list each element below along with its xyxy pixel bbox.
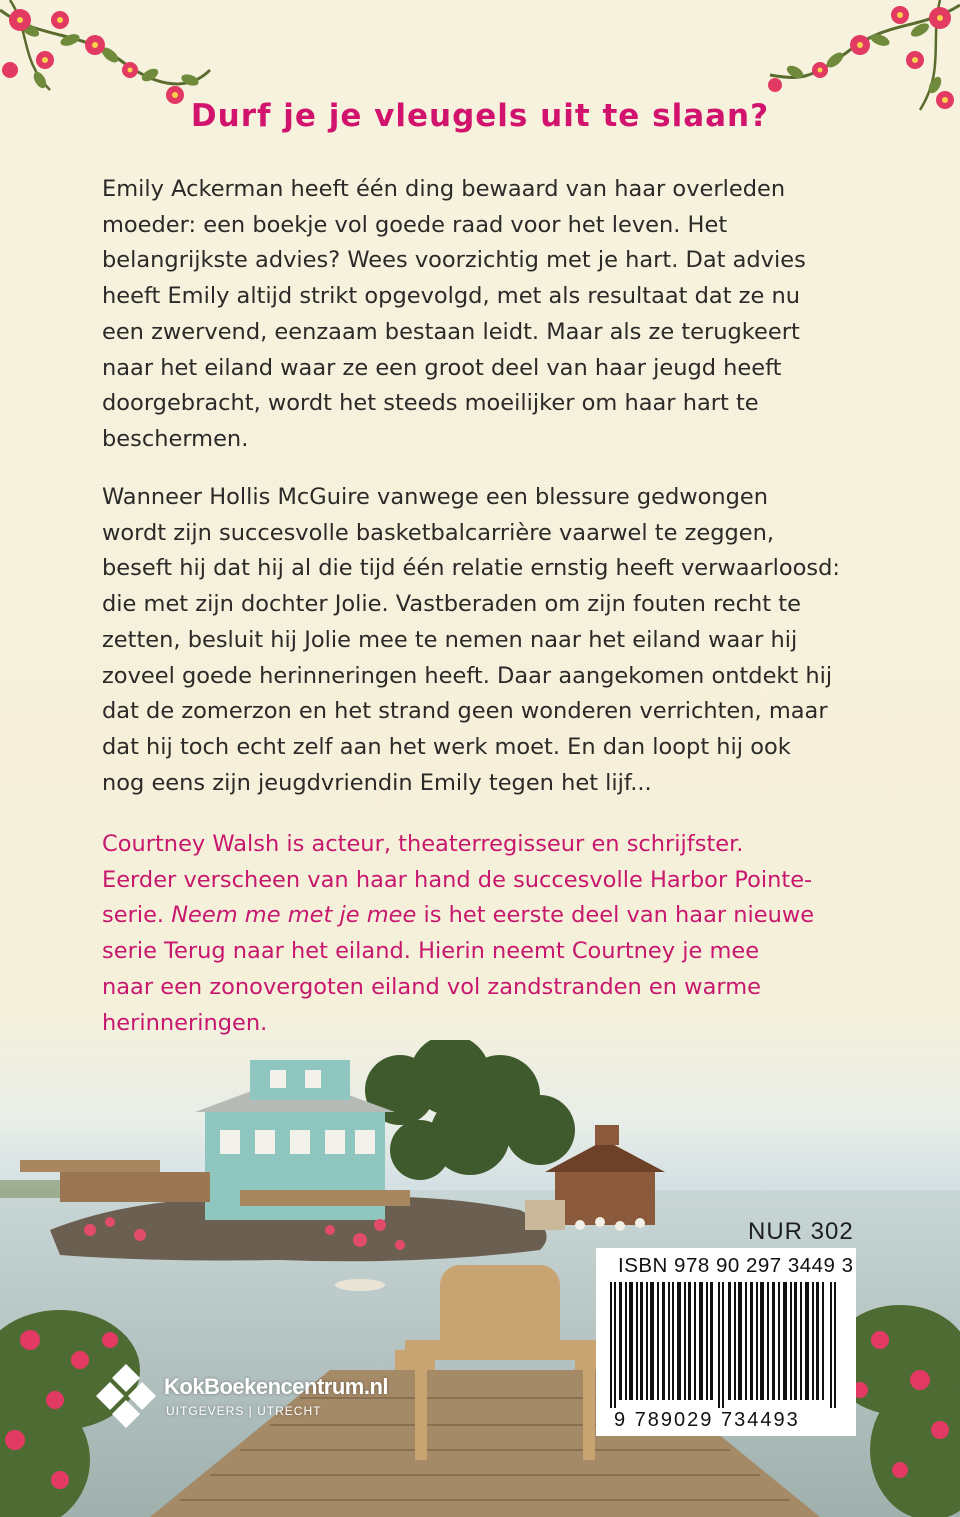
text-line: zoveel goede herinneringen heeft. Daar aangekomen ontdekt hij <box>102 662 833 689</box>
barcode-icon <box>608 1282 840 1408</box>
barcode-label <box>596 1248 856 1436</box>
text-fragment: is het eerste deel van haar nieuwe <box>416 902 815 929</box>
text-line: serie Terug naar het eiland. Hierin neemt Courtney je mee <box>102 938 760 965</box>
text-line: belangrijkste advies? Wees voorzichtig met je hart. Dat advies <box>102 247 806 274</box>
book-title: Neem me met je mee <box>171 902 417 929</box>
blurb-paragraph-2 <box>102 480 862 801</box>
blurb-paragraph-1 <box>102 172 862 458</box>
publisher-name: KokBoekencentrum.nl <box>164 1374 388 1399</box>
text-line: dat hij toch echt zelf aan het werk moet. En dan loopt hij ook <box>102 733 791 760</box>
text-line: dat de zomerzon en het strand geen wonderen verrichten, maar <box>102 698 828 725</box>
publisher-mark-icon <box>96 1360 156 1440</box>
text-line: Wanneer Hollis McGuire vanwege een blessure gedwongen <box>102 484 769 510</box>
text-line: doorgebracht, wordt het steeds moeilijker om haar hart te <box>102 390 759 417</box>
text-line: die met zijn dochter Jolie. Vastberaden om zijn fouten recht te <box>102 591 801 618</box>
text-line: heeft Emily altijd strikt opgevolgd, met als resultaat dat ze nu <box>102 283 800 310</box>
author-bio <box>102 827 862 1041</box>
text-line: naar een zonovergoten eiland vol zandstranden en warme <box>102 973 761 1000</box>
text-line: wordt zijn succesvolle basketbalcarrière vaarwel te zeggen, <box>102 519 775 546</box>
text-line: Emily Ackerman heeft één ding bewaard van haar overleden <box>102 176 786 202</box>
publisher-subtitle: UITGEVERS | UTRECHT <box>166 1404 322 1418</box>
text-line: beschermen. <box>102 425 249 452</box>
text-line: zetten, besluit hij Jolie mee te nemen naar het eiland waar hij <box>102 626 798 653</box>
isbn-text: ISBN 978 90 297 3449 3 <box>618 1254 854 1277</box>
text-line: herinneringen. <box>102 1009 268 1036</box>
text-line: Eerder verscheen van haar hand de succesvolle Harbor Pointe- <box>102 866 813 893</box>
text-line: een zwervend, eenzaam bestaan leidt. Maar als ze terugkeert <box>102 318 800 345</box>
publisher-logo <box>96 1360 436 1450</box>
nur-code: NUR 302 <box>748 1218 854 1245</box>
text-line: beseft hij dat hij al die tijd één relatie ernstig heeft verwaarloosd: <box>102 555 840 582</box>
text-line: nog eens zijn jeugdvriendin Emily tegen het lijf... <box>102 769 652 796</box>
headline: Durf je je vleugels uit te slaan? <box>190 98 770 134</box>
text-line <box>102 902 814 928</box>
text-line: Courtney Walsh is acteur, theaterregisseur en schrijfster. <box>102 831 744 857</box>
barcode-digits: 9 789029 734493 <box>614 1409 800 1431</box>
text-line: moeder: een boekje vol goede raad voor het leven. Het <box>102 211 728 238</box>
series-label: serie. <box>102 902 172 929</box>
text-line: naar het eiland waar ze een groot deel van haar jeugd heeft <box>102 354 782 381</box>
